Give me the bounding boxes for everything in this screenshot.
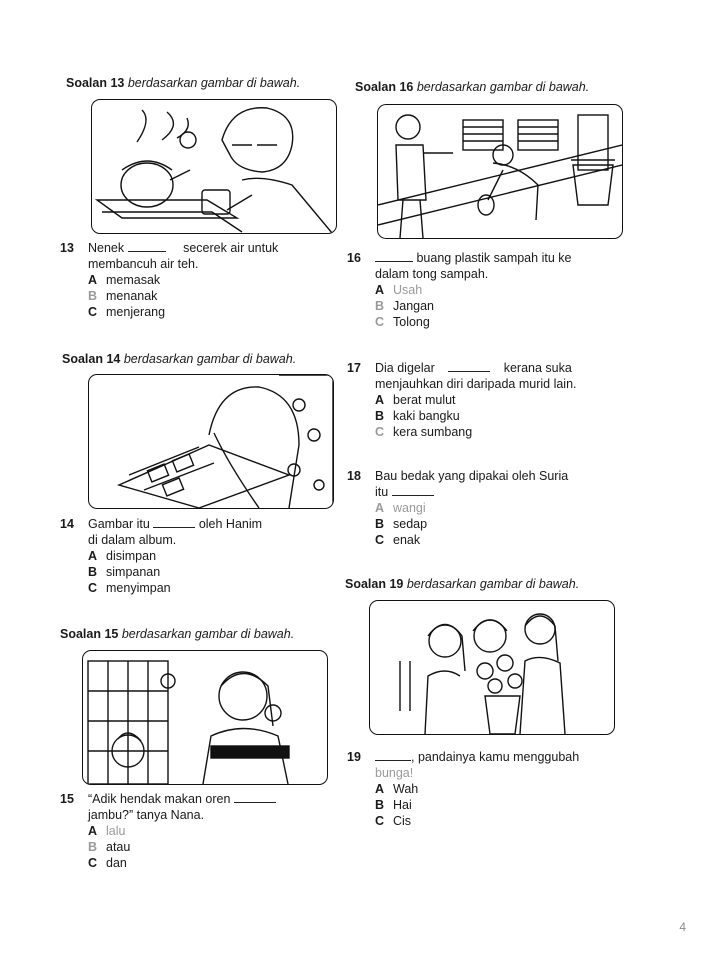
question-13 xyxy=(60,240,340,320)
question-number: 13 xyxy=(60,241,74,255)
soalan-13-header xyxy=(66,76,300,90)
option-c[interactable]: C menjerang xyxy=(88,305,166,319)
picture-15-fruits xyxy=(82,650,328,785)
header-label: Soalan 13 xyxy=(66,76,125,90)
header-label: Soalan 16 xyxy=(355,80,414,94)
header-instruction: berdasarkan gambar di bawah. xyxy=(123,352,297,366)
option-a[interactable]: A lalu xyxy=(88,824,126,838)
picture-19-flower-arrangement xyxy=(369,600,615,735)
header-instruction: berdasarkan gambar di bawah. xyxy=(416,80,590,94)
picture-16-rubbish-bin xyxy=(377,104,623,239)
option-c[interactable]: C menyimpan xyxy=(88,581,171,595)
option-c[interactable]: C kera sumbang xyxy=(375,425,473,439)
question-number: 19 xyxy=(347,750,361,764)
question-stem-post: oleh Hanim xyxy=(198,517,263,531)
question-stem-post: kerana suka xyxy=(503,361,572,375)
option-b[interactable]: B menanak xyxy=(88,289,158,303)
answer-blank xyxy=(153,527,195,528)
option-b[interactable]: B simpanan xyxy=(88,565,161,579)
soalan-16-header xyxy=(355,80,589,94)
question-stem-pre: Bau bedak yang dipakai oleh Suria xyxy=(375,469,569,483)
option-c[interactable]: C Tolong xyxy=(375,315,430,329)
option-a[interactable]: A Wah xyxy=(375,782,419,796)
answer-blank xyxy=(375,261,413,262)
soalan-14-header xyxy=(62,352,296,366)
picture-13-grandmother-kettle xyxy=(91,99,337,234)
header-label: Soalan 19 xyxy=(345,577,404,591)
question-stem-pre: Nenek xyxy=(88,241,125,255)
answer-blank xyxy=(448,371,490,372)
answer-blank xyxy=(234,802,276,803)
option-b[interactable]: B kaki bangku xyxy=(375,409,460,423)
option-b[interactable]: B Hai xyxy=(375,798,412,812)
question-number: 16 xyxy=(347,251,361,265)
option-c[interactable]: C Cis xyxy=(375,814,412,828)
question-stem-line2: menjauhkan diri daripada murid lain. xyxy=(375,377,577,391)
option-c[interactable]: C enak xyxy=(375,533,421,547)
question-stem-line2: jambu?” tanya Nana. xyxy=(88,808,205,822)
header-label: Soalan 14 xyxy=(62,352,121,366)
option-a[interactable]: A disimpan xyxy=(88,549,157,563)
question-number: 15 xyxy=(60,792,74,806)
option-b[interactable]: B atau xyxy=(88,840,131,854)
option-b[interactable]: B sedap xyxy=(375,517,428,531)
option-c[interactable]: C dan xyxy=(88,856,127,870)
header-label: Soalan 15 xyxy=(60,627,119,641)
question-number: 17 xyxy=(347,361,361,375)
answer-blank xyxy=(392,495,434,496)
question-stem-post: secerek air untuk xyxy=(183,241,279,255)
question-14 xyxy=(60,516,340,596)
question-15 xyxy=(60,791,350,871)
answer-blank xyxy=(375,760,411,761)
question-stem-post: buang plastik sampah itu ke xyxy=(416,251,572,265)
question-stem-line2: bunga! xyxy=(375,766,414,780)
question-number: 14 xyxy=(60,517,74,531)
question-stem-pre: “Adik hendak makan oren xyxy=(88,792,231,806)
question-stem-line2: itu xyxy=(375,485,389,499)
question-stem-line2: membancuh air teh. xyxy=(88,257,199,271)
page-number: 4 xyxy=(679,920,686,934)
header-instruction: berdasarkan gambar di bawah. xyxy=(127,76,301,90)
question-stem-line2: di dalam album. xyxy=(88,533,177,547)
soalan-15-header xyxy=(60,627,294,641)
question-18 xyxy=(347,468,627,548)
soalan-19-header xyxy=(345,577,579,591)
question-stem-line2: dalam tong sampah. xyxy=(375,267,489,281)
header-instruction: berdasarkan gambar di bawah. xyxy=(121,627,295,641)
question-16 xyxy=(347,250,627,330)
question-number: 18 xyxy=(347,469,361,483)
option-a[interactable]: A Usah xyxy=(375,283,423,297)
answer-blank xyxy=(128,251,166,252)
question-stem-pre: Dia digelar xyxy=(375,361,435,375)
option-a[interactable]: A berat mulut xyxy=(375,393,456,407)
question-19 xyxy=(347,749,627,829)
option-a[interactable]: A wangi xyxy=(375,501,426,515)
header-instruction: berdasarkan gambar di bawah. xyxy=(406,577,580,591)
picture-14-album xyxy=(88,374,334,509)
option-b[interactable]: B Jangan xyxy=(375,299,435,313)
option-a[interactable]: A memasak xyxy=(88,273,161,287)
question-stem-post: , pandainya kamu menggubah xyxy=(411,750,580,764)
question-stem-pre: Gambar itu xyxy=(88,517,150,531)
question-17 xyxy=(347,360,627,440)
